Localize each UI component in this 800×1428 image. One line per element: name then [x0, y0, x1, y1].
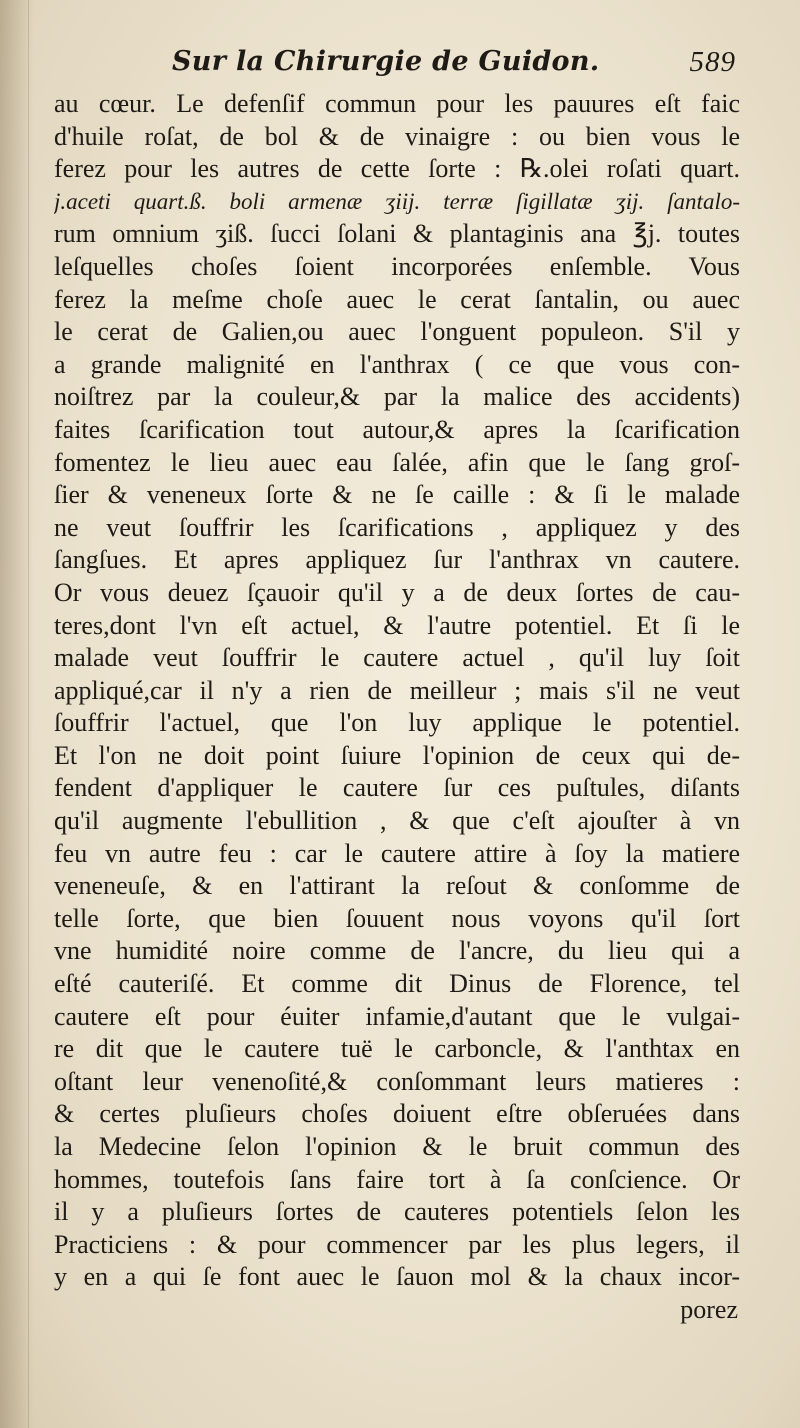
page-crease [28, 0, 29, 1428]
text-line: ne veut ſouffrir les ſcarifications , appliquez y des [54, 512, 740, 542]
text-line: hommes, toutefois ſans faire tort à ſa conſcience. Or [54, 1164, 740, 1194]
running-head-title: Sur la Chirurgie de Guidon. [172, 46, 600, 77]
text-line: fendent d'appliquer le cautere ſur ces puſtules, diſants [54, 773, 740, 803]
text-line: au cœur. Le defenſif commun pour les pauures eſt faic [54, 89, 740, 118]
text-line: il y a pluſieurs ſortes de cauteres potentiels ſelon les [54, 1197, 740, 1227]
text-line: d'huile roſat, de bol & de vinaigre : ou bien vous le [54, 121, 740, 151]
catchword: porez [680, 1294, 738, 1324]
text-line: Et l'on ne doit point ſuiure l'opinion de ceux qui de- [54, 740, 740, 770]
text-line: Practiciens : & pour commencer par les plus legers, il [54, 1229, 740, 1259]
text-line: a grande malignité en l'anthrax ( ce que vous con- [54, 349, 740, 379]
text-line: ſier & veneneux ſorte & ne ſe caille : & ſi le malade [54, 480, 740, 510]
text-line: re dit que le cautere tuë le carboncle, & l'anthtax en [54, 1034, 740, 1064]
text-line: oſtant leur venenoſité,& conſommant leurs matieres : [54, 1066, 740, 1096]
text-line: feu vn autre feu : car le cautere attire à ſoy la matiere [54, 838, 740, 868]
text-line: leſquelles choſes ſoient incorporées enſemble. Vous [54, 251, 740, 281]
text-line: qu'il augmente l'ebullition , & que c'eſt ajouſter à vn [54, 806, 740, 836]
text-line: ferez la meſme choſe auec le cerat ſantalin, ou auec [54, 284, 740, 314]
text-line: rum omnium ʒiß. ſucci ſolani & plantaginis ana ℥j. toutes [54, 219, 740, 249]
text-line: la Medecine ſelon l'opinion & le bruit commun des [54, 1132, 740, 1161]
text-line: faites ſcarification tout autour,& apres la ſcarification [54, 414, 740, 444]
text-line: eſté cauteriſé. Et comme dit Dinus de Florence, tel [54, 969, 740, 999]
text-line: appliqué,car il n'y a rien de meilleur ; mais s'il ne veut [54, 675, 740, 705]
text-block [54, 38, 740, 1326]
body-text [54, 88, 740, 1326]
text-line: telle ſorte, que bien ſouuent nous voyons qu'il ſort [54, 903, 740, 933]
text-line: noiſtrez par la couleur,& par la malice des accidents) [54, 382, 740, 412]
page-number: 589 [689, 46, 736, 78]
text-line: ſouffrir l'actuel, que l'on luy applique le potentiel. [54, 708, 740, 738]
text-line: ferez pour les autres de cette ſorte : ℞.olei roſati quart. [54, 154, 740, 184]
text-line: cautere eſt pour éuiter infamie,d'autant que le vulgai- [54, 1001, 740, 1031]
text-line: le cerat de Galien,ou auec l'onguent populeon. S'il y [54, 317, 740, 347]
text-line: malade veut ſouffrir le cautere actuel , qu'il luy ſoit [54, 643, 740, 673]
text-line: y en a qui ſe font auec le ſauon mol & la chaux incor- [54, 1262, 740, 1292]
text-line: vne humidité noire comme de l'ancre, du lieu qui a [54, 936, 740, 966]
text-line: ſangſues. Et apres appliquez ſur l'anthrax vn cautere. [54, 545, 740, 575]
text-line-recipe: j.aceti quart.ß. boli armenæ ʒiij. terræ ſigillatæ ʒij. ſantalo- [54, 188, 740, 214]
text-line: Or vous deuez ſçauoir qu'il y a de deux ſortes de cau- [54, 577, 740, 607]
text-line: veneneuſe, & en l'attirant la reſout & conſomme de [54, 871, 740, 901]
text-line: teres,dont l'vn eſt actuel, & l'autre potentiel. Et ſi le [54, 610, 740, 640]
running-head [54, 38, 740, 88]
text-line: & certes pluſieurs choſes doiuent eſtre obſeruées dans [54, 1099, 740, 1129]
text-line: fomentez le lieu auec eau ſalée, afin que le ſang groſ- [54, 447, 740, 477]
